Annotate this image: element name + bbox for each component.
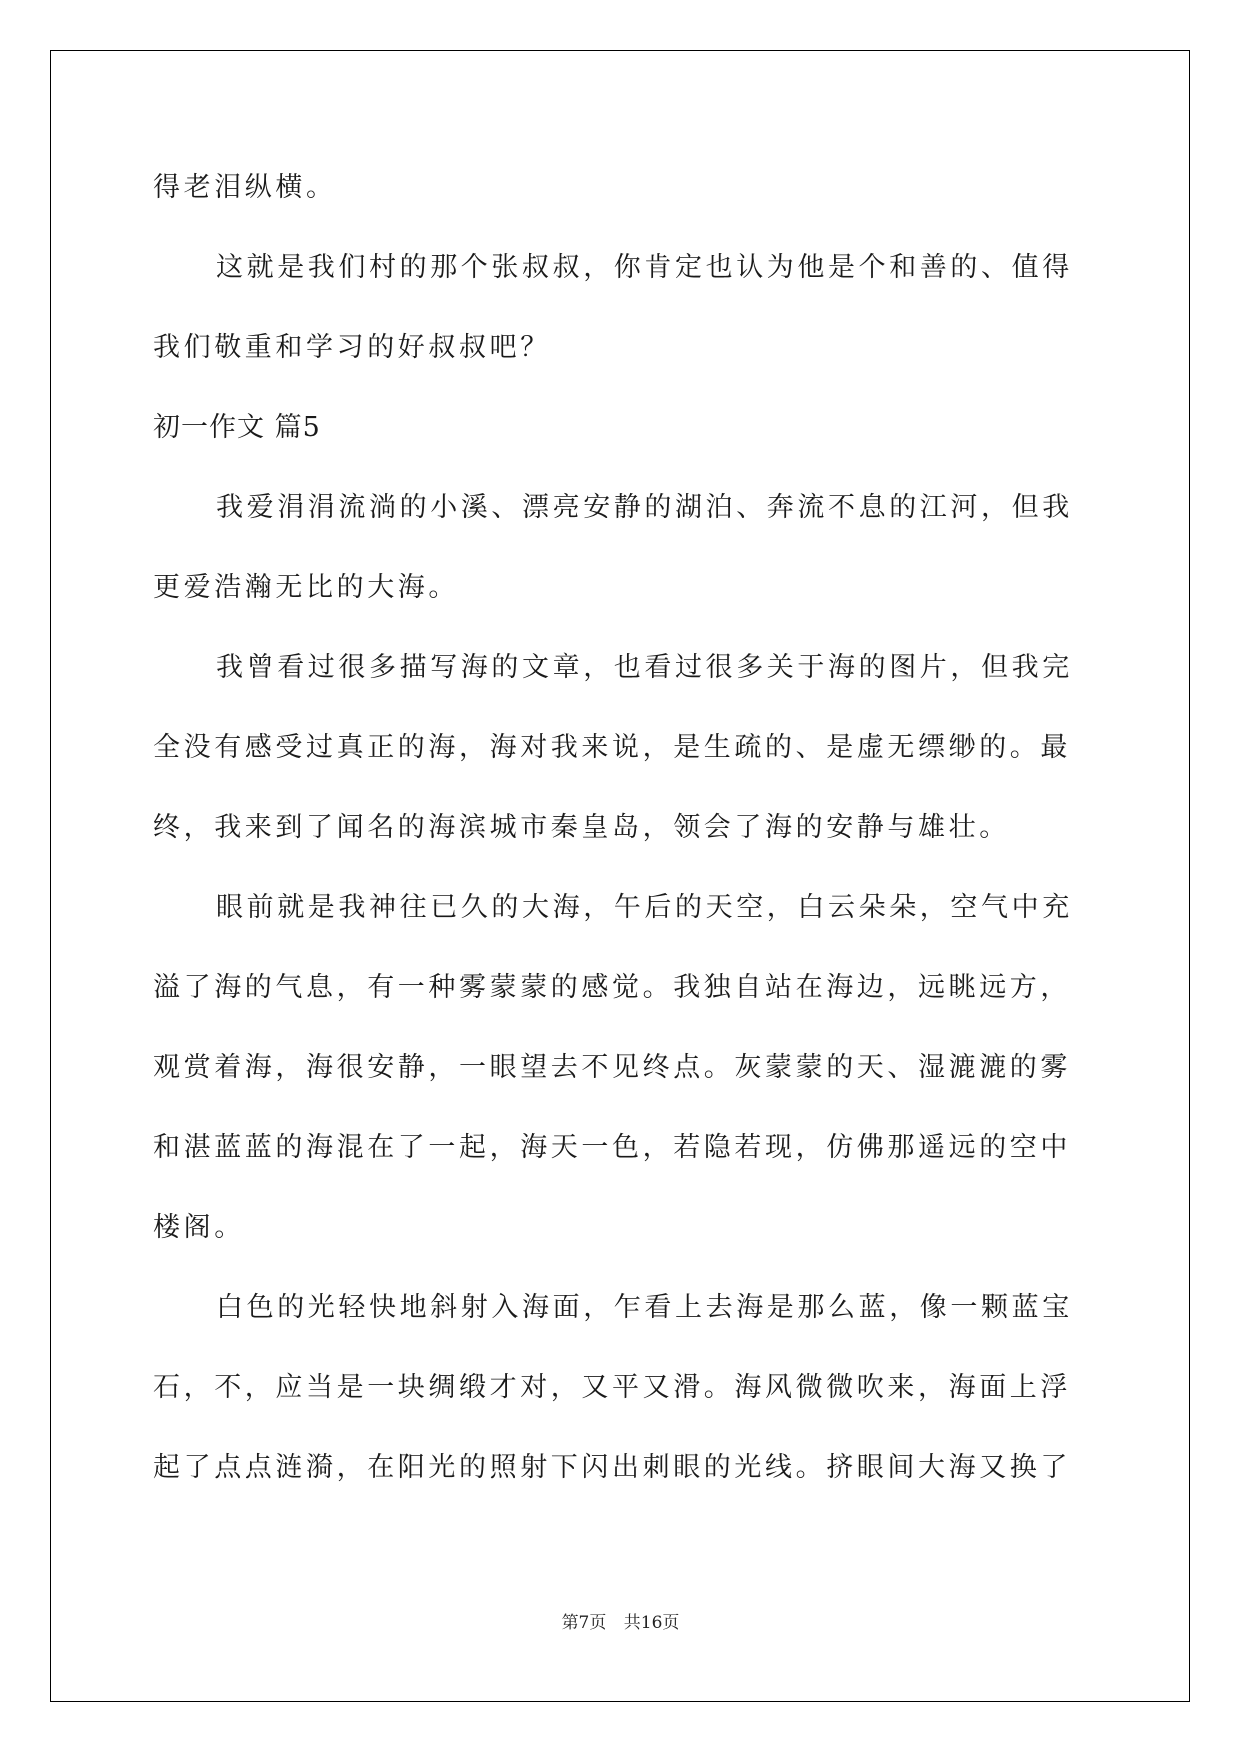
text-line: 观赏着海，海很安静，一眼望去不见终点。灰蒙蒙的天、湿漉漉的雾 (153, 1052, 1071, 1083)
text-line: 楼阁。 (153, 1212, 245, 1243)
text-line: 起了点点涟漪，在阳光的照射下闪出刺眼的光线。挤眼间大海又换了 (153, 1452, 1071, 1483)
page-number: 第7页 (561, 1613, 607, 1633)
text-line: 更爱浩瀚无比的大海。 (153, 572, 459, 603)
text-line: 终，我来到了闻名的海滨城市秦皇岛，领会了海的安静与雄壮。 (153, 812, 1010, 843)
text-line: 得老泪纵横。 (153, 172, 337, 203)
page-footer (0, 1611, 1241, 1635)
text-line: 溢了海的气息，有一种雾蒙蒙的感觉。我独自站在海边，远眺远方， (153, 972, 1071, 1003)
section-heading: 初一作文 篇5 (153, 412, 321, 443)
text-line: 和湛蓝蓝的海混在了一起，海天一色，若隐若现，仿佛那遥远的空中 (153, 1132, 1071, 1163)
text-line: 白色的光轻快地斜射入海面，乍看上去海是那么蓝，像一颗蓝宝 (216, 1292, 1073, 1323)
page-total: 共16页 (623, 1613, 680, 1633)
text-line: 我爱涓涓流淌的小溪、漂亮安静的湖泊、奔流不息的江河，但我 (216, 492, 1073, 523)
text-line: 这就是我们村的那个张叔叔，你肯定也认为他是个和善的、值得 (216, 252, 1073, 283)
text-line: 全没有感受过真正的海，海对我来说，是生疏的、是虚无缥缈的。最 (153, 732, 1071, 763)
text-line: 石，不，应当是一块绸缎才对，又平又滑。海风微微吹来，海面上浮 (153, 1372, 1071, 1403)
text-line: 我们敬重和学习的好叔叔吧？ (153, 332, 551, 363)
text-line: 眼前就是我神往已久的大海，午后的天空，白云朵朵，空气中充 (216, 892, 1073, 923)
text-line: 我曾看过很多描写海的文章，也看过很多关于海的图片，但我完 (216, 652, 1073, 683)
